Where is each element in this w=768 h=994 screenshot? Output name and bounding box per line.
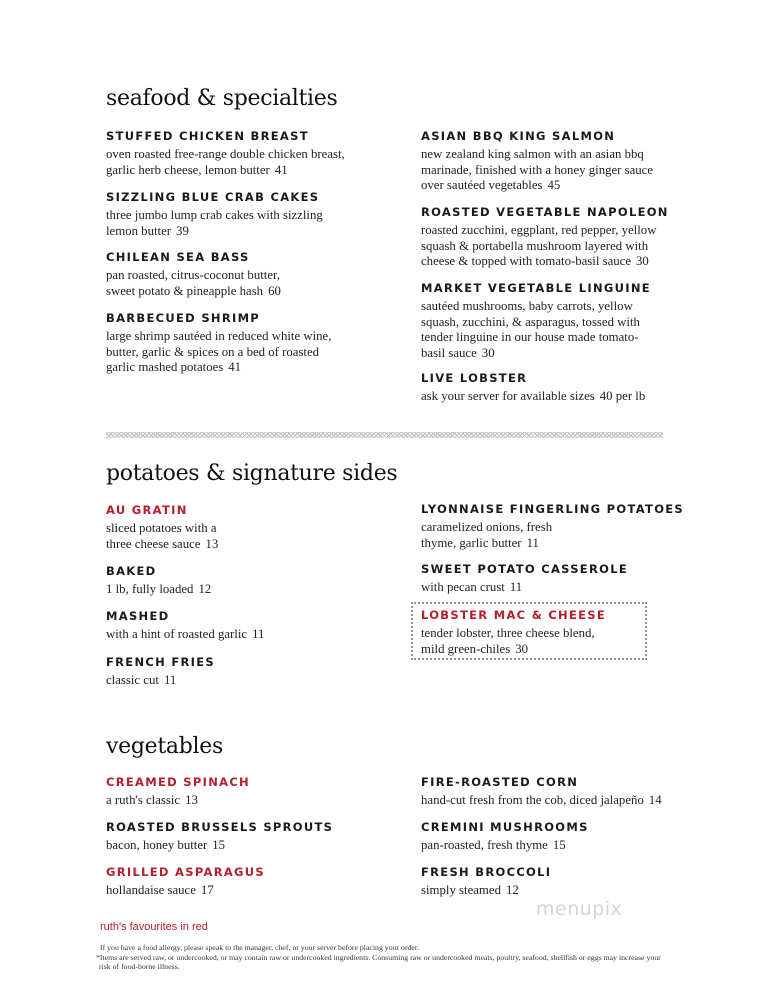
desc-line: roasted zucchini, eggplant, red pepper, yellow bbox=[421, 223, 657, 237]
section-title-sides: potatoes & signature sides bbox=[106, 461, 398, 486]
item-price: 40 per lb bbox=[599, 389, 646, 403]
item-desc-lobster-mac-and-cheese bbox=[421, 626, 595, 657]
section-title-vegetables: vegetables bbox=[106, 734, 223, 759]
item-price: 11 bbox=[163, 673, 177, 687]
item-desc-fire-roasted-corn bbox=[421, 793, 662, 809]
desc-line: garlic herb cheese, lemon butter bbox=[106, 162, 270, 177]
item-price: 11 bbox=[526, 535, 539, 550]
item-desc-asian-bbq-king-salmon bbox=[421, 147, 653, 194]
raw-food-warning-cont: risk of food-borne illness. bbox=[99, 962, 180, 971]
item-desc-sweet-potato-casserole bbox=[421, 580, 522, 596]
item-desc-fresh-broccoli bbox=[421, 883, 519, 899]
item-name-live-lobster: LIVE LOBSTER bbox=[421, 371, 528, 385]
item-name-cremini-mushrooms: CREMINI MUSHROOMS bbox=[421, 820, 589, 834]
desc-line: three jumbo lump crab cakes with sizzling bbox=[106, 208, 323, 222]
desc-line: bacon, honey butter bbox=[106, 838, 208, 852]
desc-line: tender lobster, three cheese blend, bbox=[421, 626, 595, 640]
item-desc-grilled-asparagus bbox=[106, 883, 214, 899]
item-name-roasted-vegetable-napoleon: ROASTED VEGETABLE NAPOLEON bbox=[421, 205, 669, 219]
item-name-fire-roasted-corn: FIRE-ROASTED CORN bbox=[421, 775, 579, 789]
item-price: 60 bbox=[268, 283, 281, 298]
desc-line: marinade, finished with a honey ginger sauce bbox=[421, 162, 654, 177]
item-name-french-fries: FRENCH FRIES bbox=[106, 655, 215, 669]
desc-line: with pecan crust bbox=[421, 580, 505, 594]
desc-line: hand-cut fresh from the cob, diced jalapeño bbox=[421, 793, 644, 807]
item-name-stuffed-chicken-breast: STUFFED CHICKEN BREAST bbox=[106, 129, 309, 143]
item-desc-barbecued-shrimp bbox=[106, 329, 331, 376]
item-desc-mashed bbox=[106, 627, 264, 643]
item-price: 11 bbox=[509, 580, 523, 594]
item-price: 41 bbox=[228, 360, 242, 374]
desc-line: sliced potatoes with a bbox=[106, 521, 217, 535]
desc-line: three cheese sauce bbox=[106, 536, 201, 551]
desc-line: over sautéed vegetables bbox=[421, 178, 543, 192]
desc-line: hollandaise sauce bbox=[106, 883, 196, 897]
item-price: 30 bbox=[515, 641, 528, 656]
desc-line: 1 lb, fully loaded bbox=[106, 582, 194, 596]
item-desc-creamed-spinach bbox=[106, 793, 198, 809]
item-price: 45 bbox=[547, 178, 561, 192]
item-desc-sizzling-blue-crab-cakes bbox=[106, 208, 323, 239]
desc-line: large shrimp sautéed in reduced white wine, bbox=[106, 329, 332, 343]
item-price: 39 bbox=[176, 223, 189, 238]
section-title-seafood: seafood & specialties bbox=[106, 86, 338, 111]
watermark: menupix bbox=[536, 898, 623, 920]
item-name-fresh-broccoli: FRESH BROCCOLI bbox=[421, 865, 552, 879]
desc-line: oven roasted free-range double chicken breast, bbox=[106, 147, 345, 161]
item-name-baked: BAKED bbox=[106, 564, 157, 578]
item-price: 12 bbox=[198, 582, 212, 596]
desc-line: tender linguine in our house made tomato- bbox=[421, 330, 639, 344]
item-desc-cremini-mushrooms bbox=[421, 838, 566, 854]
desc-line: pan roasted, citrus-coconut butter, bbox=[106, 268, 280, 282]
item-desc-baked bbox=[106, 582, 211, 598]
item-price: 13 bbox=[185, 793, 198, 807]
item-price: 41 bbox=[274, 162, 288, 177]
desc-line: squash, zucchini, & asparagus, tossed with bbox=[421, 314, 640, 329]
item-name-au-gratin: AU GRATIN bbox=[106, 503, 188, 517]
desc-line: ask your server for available sizes bbox=[421, 389, 595, 403]
desc-line: new zealand king salmon with an asian bbq bbox=[421, 147, 644, 161]
desc-line: a ruth's classic bbox=[106, 793, 181, 807]
item-name-roasted-brussels-sprouts: ROASTED BRUSSELS SPROUTS bbox=[106, 820, 334, 834]
item-name-barbecued-shrimp: BARBECUED SHRIMP bbox=[106, 311, 261, 325]
item-price: 14 bbox=[648, 793, 662, 807]
item-desc-roasted-vegetable-napoleon bbox=[421, 223, 656, 270]
favourites-legend: ruth's favourites in red bbox=[100, 921, 208, 933]
item-name-asian-bbq-king-salmon: ASIAN BBQ KING SALMON bbox=[421, 129, 616, 143]
item-desc-lyonnaise-fingerling-potatoes bbox=[421, 520, 552, 551]
section-divider bbox=[106, 432, 663, 438]
item-price: 30 bbox=[636, 254, 649, 268]
desc-line: sautéed mushrooms, baby carrots, yellow bbox=[421, 299, 633, 313]
item-price: 15 bbox=[552, 838, 566, 852]
desc-line: simply steamed bbox=[421, 883, 501, 897]
item-name-chilean-sea-bass: CHILEAN SEA BASS bbox=[106, 250, 250, 264]
item-price: 30 bbox=[481, 345, 495, 360]
item-desc-live-lobster bbox=[421, 389, 645, 405]
item-name-lobster-mac-and-cheese: LOBSTER MAC & CHEESE bbox=[421, 608, 607, 622]
desc-line: squash & portabella mushroom layered with bbox=[421, 238, 649, 253]
item-desc-stuffed-chicken-breast bbox=[106, 147, 345, 178]
item-desc-french-fries bbox=[106, 673, 176, 689]
item-name-lyonnaise-fingerling-potatoes: LYONNAISE FINGERLING POTATOES bbox=[421, 502, 685, 516]
desc-line: classic cut bbox=[106, 673, 159, 687]
desc-line: with a hint of roasted garlic bbox=[106, 627, 248, 641]
desc-line: thyme, garlic butter bbox=[421, 535, 522, 550]
item-name-mashed: MASHED bbox=[106, 609, 170, 623]
item-name-sweet-potato-casserole: SWEET POTATO CASSEROLE bbox=[421, 562, 628, 576]
item-desc-market-vegetable-linguine bbox=[421, 299, 640, 361]
desc-line: garlic mashed potatoes bbox=[106, 360, 224, 374]
desc-line: pan-roasted, fresh thyme bbox=[421, 838, 548, 852]
desc-line: basil sauce bbox=[421, 345, 477, 360]
item-name-grilled-asparagus: GRILLED ASPARAGUS bbox=[106, 865, 266, 879]
desc-line: cheese & topped with tomato-basil sauce bbox=[421, 254, 632, 268]
item-name-market-vegetable-linguine: MARKET VEGETABLE LINGUINE bbox=[421, 281, 651, 295]
raw-food-warning: *Items are served raw, or undercooked, or may contain raw or undercooked ingredients. Consuming raw or undercooked meats, poultry, seafood, shellfish or eggs may increase your bbox=[96, 953, 661, 962]
item-desc-chilean-sea-bass bbox=[106, 268, 281, 299]
item-desc-roasted-brussels-sprouts bbox=[106, 838, 225, 854]
desc-line: butter, garlic & spices on a bed of roasted bbox=[106, 344, 320, 359]
desc-line: sweet potato & pineapple hash bbox=[106, 283, 264, 298]
item-price: 11 bbox=[252, 627, 265, 641]
desc-line: mild green-chiles bbox=[421, 641, 511, 656]
desc-line: lemon butter bbox=[106, 223, 172, 238]
item-name-sizzling-blue-crab-cakes: SIZZLING BLUE CRAB CAKES bbox=[106, 190, 320, 204]
item-price: 13 bbox=[205, 536, 219, 551]
item-name-creamed-spinach: CREAMED SPINACH bbox=[106, 775, 250, 789]
item-desc-au-gratin bbox=[106, 521, 218, 552]
item-price: 17 bbox=[200, 883, 214, 897]
item-price: 12 bbox=[505, 883, 519, 897]
allergy-notice: If you have a food allergy, please speak to the manager, chef, or your server before placing your order. bbox=[100, 943, 420, 952]
item-price: 15 bbox=[212, 838, 226, 852]
desc-line: caramelized onions, fresh bbox=[421, 520, 553, 534]
